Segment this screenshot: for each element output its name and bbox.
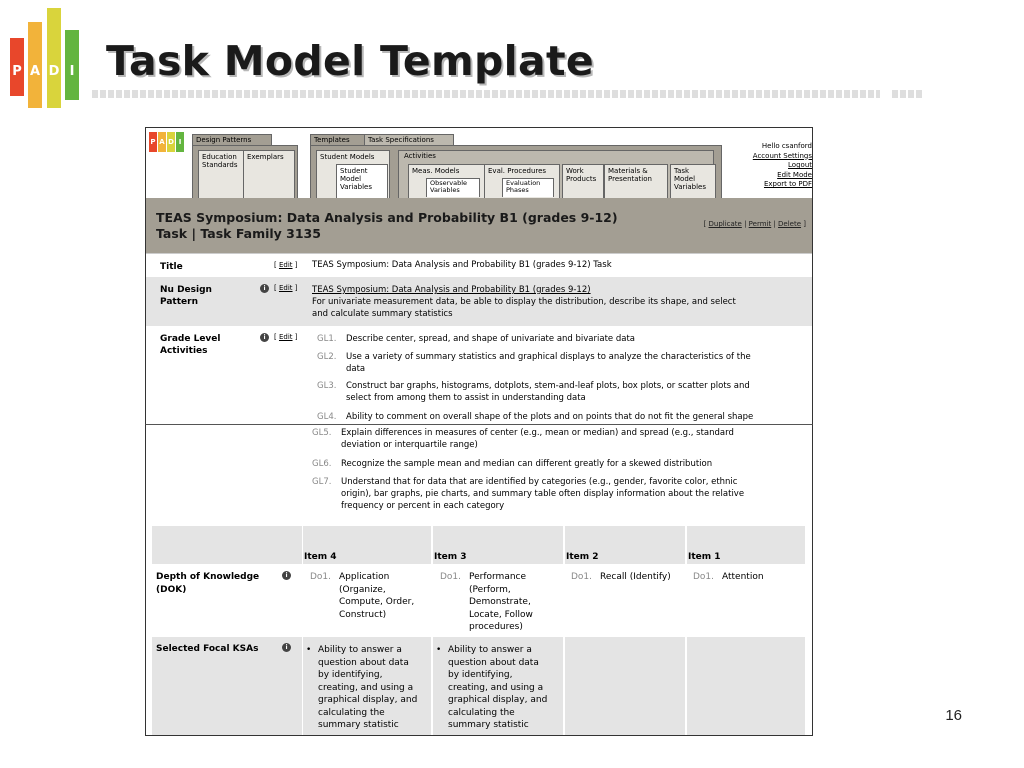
duplicate-link[interactable]: Duplicate xyxy=(708,220,742,228)
grade-level-item: GL4. Ability to comment on overall shape of the plots and on points that do not fit the general shape xyxy=(317,412,754,422)
logo-letter: A xyxy=(29,64,41,79)
edit-mode-link[interactable]: Edit Mode xyxy=(777,170,812,179)
page-number: 16 xyxy=(945,707,962,724)
tab-task-model-variables[interactable]: Task Model Variables xyxy=(670,164,716,199)
grade-level-label: Grade Level Activities xyxy=(160,334,221,356)
logo-letter: P xyxy=(12,64,22,79)
logo-letter: D xyxy=(48,64,60,79)
dok-label: Depth of Knowledge (DOK) xyxy=(156,572,260,595)
logout-link[interactable]: Logout xyxy=(788,161,812,169)
tab-materials-presentation[interactable]: Materials & Presentation xyxy=(604,164,668,199)
grade-level-item: GL2. Use a variety of summary statistics and graphical displays to analyze the characteristics of the data xyxy=(317,352,751,374)
tab-task-specifications[interactable]: Task Specifications xyxy=(364,134,454,146)
screenshot-top xyxy=(145,127,813,426)
tab-meas-models[interactable]: Meas. Models xyxy=(408,164,488,199)
account-menu xyxy=(742,142,812,190)
app-logo: P A D I xyxy=(149,132,185,152)
logo-letter: I xyxy=(69,64,75,79)
title-divider xyxy=(92,90,924,98)
account-settings-link[interactable]: Account Settings xyxy=(752,151,812,160)
permit-link[interactable]: Permit xyxy=(748,220,772,228)
edit-link[interactable]: Edit xyxy=(278,333,293,341)
design-pattern-link[interactable]: TEAS Symposium: Data Analysis and Probability B1 (grades 9-12) xyxy=(312,285,591,295)
grade-level-row: Grade Level Activities i [ Edit ] GL1. Describe center, spread, and shape of univariate and bivariate data GL2. Use a variety of summary statistics and graphical displays to analyze the characteristics of the data GL3. Construct bar graphs, histograms, dotplots, stem-and-leaf plots, box plots, or scatter plots and select from among them to assist in understanding data GL4. Ability to comment on overall shape of the plots and on points that do not fit the general shape xyxy=(146,326,812,425)
tab-templates[interactable]: Templates xyxy=(310,134,366,146)
app-navigation xyxy=(146,128,812,198)
grade-level-item: GL7. Understand that for data that are identified by categories (e.g., gender, favorite color, ethnic origin), bar graphs, pie charts, and summary table often display information about the relative frequency or percent in each category xyxy=(312,477,745,511)
tab-observable-variables[interactable]: Observable Variables xyxy=(426,178,480,197)
design-pattern-label: Nu Design Pattern xyxy=(160,285,212,307)
grade-level-item: GL1. Describe center, spread, and shape of univariate and bivariate data xyxy=(317,334,635,344)
tab-education-standards[interactable]: Education Standards xyxy=(198,150,244,199)
slide-title: Task Model Template xyxy=(106,37,594,85)
grade-level-item: GL3. Construct bar graphs, histograms, dotplots, stem-and-leaf plots, box plots, or scatter plots and select from among them to assist in understanding data xyxy=(317,381,750,403)
tab-design-patterns[interactable]: Design Patterns xyxy=(192,134,272,146)
tab-student-model-variables[interactable]: Student Model Variables xyxy=(336,164,388,199)
tab-work-products[interactable]: Work Products xyxy=(562,164,604,199)
dok-cell: Do1. Recall (Identify) xyxy=(571,572,671,582)
delete-link[interactable]: Delete xyxy=(778,220,802,228)
task-title: TEAS Symposium: Data Analysis and Probability B1 (grades 9-12) Task | Task Family 3135 xyxy=(156,210,618,241)
tab-exemplars[interactable]: Exemplars xyxy=(243,150,295,199)
dok-cell: Do1. Attention xyxy=(693,572,764,582)
item-column-header: Item 1 xyxy=(688,552,721,562)
ksa-cell: • Ability to answer a question about data by identifying, creating, and using a graphical display, and calculating the summary statistic xyxy=(436,645,548,730)
edit-link[interactable]: Edit xyxy=(278,284,293,292)
grade-level-item: GL5. Explain differences in measures of center (e.g., mean or median) and spread (e.g., standard deviation or interquartile range) xyxy=(312,428,734,450)
info-icon[interactable]: i xyxy=(260,284,269,293)
info-icon[interactable]: i xyxy=(260,333,269,342)
grade-level-item: GL6. Recognize the sample mean and median can different greatly for a skewed distribution xyxy=(312,459,713,469)
activities-label: Activities xyxy=(404,152,436,160)
ksas-label: Selected Focal KSAs xyxy=(156,644,259,654)
export-pdf-link[interactable]: Export to PDF xyxy=(763,180,812,188)
bullet: • xyxy=(436,645,442,655)
padi-logo xyxy=(10,8,82,110)
dok-cell: Do1. Application (Organize, Compute, Order, Construct) xyxy=(310,572,415,620)
dok-cell: Do1. Performance (Perform, Demonstrate, Locate, Follow procedures) xyxy=(440,572,533,632)
screenshot-bottom xyxy=(145,424,813,736)
item-column-header: Item 2 xyxy=(566,552,599,562)
tab-eval-procedures[interactable]: Eval. Procedures xyxy=(484,164,560,199)
bullet: • xyxy=(306,645,312,655)
title-value: TEAS Symposium: Data Analysis and Probability B1 (grades 9-12) Task xyxy=(312,260,612,270)
tab-student-models[interactable]: Student Models xyxy=(316,150,390,199)
task-header xyxy=(146,198,812,253)
tab-evaluation-phases[interactable]: Evaluation Phases xyxy=(502,178,554,197)
info-icon[interactable]: i xyxy=(282,643,291,652)
user-greeting: Hello csanford xyxy=(761,142,812,150)
design-pattern-description: For univariate measurement data, be able to display the distribution, describe its shape, and select xyxy=(312,297,736,307)
ksa-cell: • Ability to answer a question about data by identifying, creating, and using a graphical display, and calculating the summary statistic xyxy=(306,645,418,730)
info-icon[interactable]: i xyxy=(282,571,291,580)
title-label: Title xyxy=(160,262,183,272)
item-column-header: Item 4 xyxy=(304,552,337,562)
design-pattern-row: Nu Design Pattern i [ Edit ] TEAS Symposium: Data Analysis and Probability B1 (grades 9-12) For univariate measurement data, be able to display the distribution, describe its shape, and select and calculate summary statistics xyxy=(146,277,812,326)
task-actions: [ Duplicate | Permit | Delete ] xyxy=(703,220,806,228)
edit-link[interactable]: Edit xyxy=(278,261,293,269)
item-column-header: Item 3 xyxy=(434,552,467,562)
title-row: Title [ Edit ] TEAS Symposium: Data Analysis and Probability B1 (grades 9-12) Task xyxy=(146,253,812,278)
